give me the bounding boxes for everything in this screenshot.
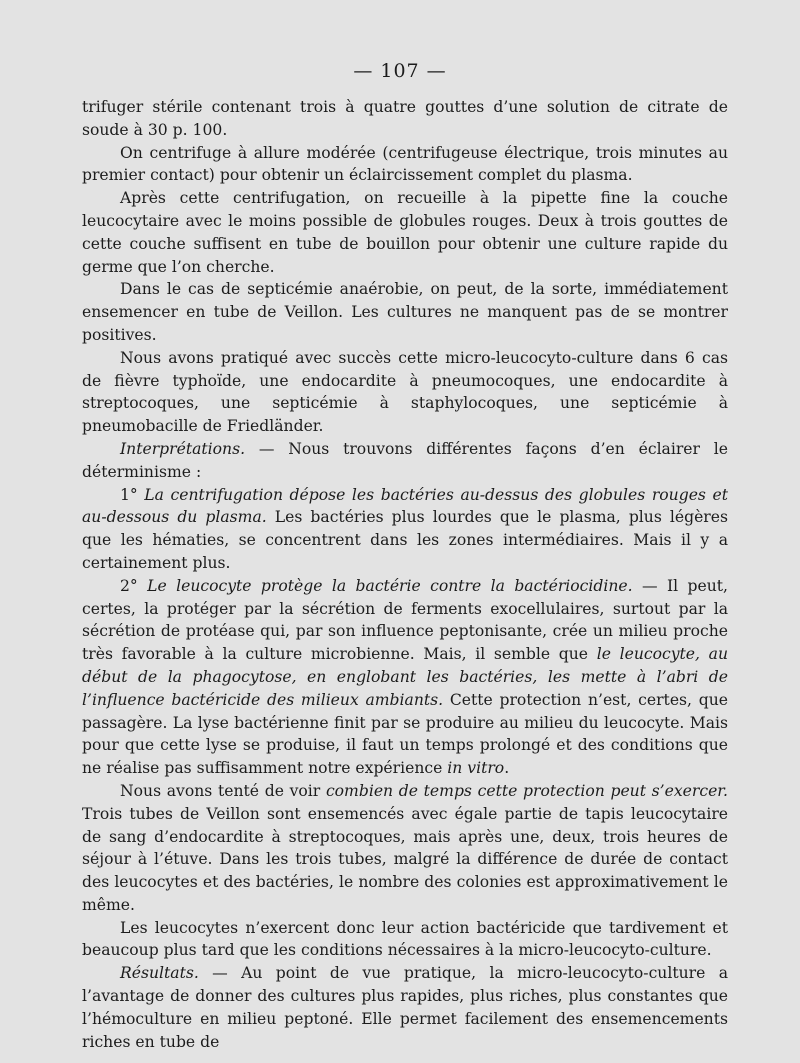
paragraph-interpretations: [82, 438, 728, 484]
heading-interpretations: Interprétations.: [120, 439, 246, 458]
paragraph-text: — Au point de vue pratique, la micro-leucocyto-culture a l’avantage de donner des cultures plus rapides, plus riches, plus constantes que l’hémoculture en milieu peptoné. Elle permet facilement des ensemencements riches en tube de: [82, 964, 728, 1051]
paragraph-text: — Il peut, certes, la protéger par la sécrétion de ferments exocellulaires, surtout par la sécrétion de protéase qui, par son influence peptonisante, crée un milieu proche très favorable à la culture microbienne. Mais, il semble que: [82, 576, 728, 664]
paragraph-protection: [82, 780, 728, 917]
paragraph-text: Les bactéries plus lourdes que le plasma, plus légères que les hématies, se concentrent dans les zones intermédiaires. Mais il y a certainement plus.: [82, 508, 728, 572]
paragraph-5: Nous avons pratiqué avec succès cette micro-leucocyto-culture dans 6 cas de fièvre typhoïde, une endocardite à pneumocoques, une endocardite à streptocoques, une septicémie à staphylocoques, une septicémie à pneumobacille de Friedländer.: [82, 348, 728, 436]
paragraph-1: trifuger stérile contenant trois à quatre gouttes d’une solution de citrate de soude à 30 p. 100.: [82, 98, 728, 139]
paragraph-text: .: [504, 759, 510, 778]
point-number: 2°: [120, 576, 148, 595]
paragraph-resultats: [82, 962, 728, 1053]
paragraph-leucocytes: Les leucocytes n’exercent donc leur action bactéricide que tardivement et beaucoup plus tard que les conditions nécessaires à la micro-leucocyto-culture.: [82, 918, 728, 960]
paragraph-text: Cette protection n’est, certes, que passagère. La lyse bactérienne finit par se produire au milieu du leucocyte. Mais pour que cette lyse se produise, il faut un temps prolongé et des conditions que ne réalise pas suffisamment notre expérience: [82, 690, 728, 778]
paragraph-point-2: [82, 575, 728, 780]
heading-resultats: Résultats.: [120, 964, 199, 983]
page-number: — 107 —: [353, 60, 447, 82]
paragraph-2: On centrifuge à allure modérée (centrifugeuse électrique, trois minutes au premier contact) pour obtenir un éclaircissement complet du plasma.: [82, 143, 728, 185]
body-text: [82, 96, 728, 1053]
paragraph-4: Dans le cas de septicémie anaérobie, on peut, de la sorte, immédiatement ensemencer en tube de Veillon. Les cultures ne manquent pas de se montrer positives.: [82, 280, 728, 344]
emphasized-text: in vitro: [447, 759, 505, 778]
emphasized-text: combien de temps cette protection peut s’exercer.: [325, 781, 728, 800]
paragraph-3: Après cette centrifugation, on recueille à la pipette fine la couche leucocytaire avec le moins possible de globules rouges. Deux à trois gouttes de cette couche suffisent en tube de bouillon pour obtenir une culture rapide du germe que l’on cherche.: [82, 189, 728, 276]
point-title: Le leucocyte protège la bactérie contre la bactériocidine.: [147, 576, 633, 595]
paragraph-lead: Nous avons tenté de voir: [120, 781, 326, 800]
paragraph-point-1: [82, 484, 728, 575]
paragraph-text: — Nous trouvons différentes façons d’en éclairer le déterminisme :: [82, 439, 728, 481]
emphasized-text: le leucocyte, au début de la phagocytose, en englobant les bactéries, les mette à l’abri de l’influence bactéricide des milieux ambiants.: [82, 645, 728, 709]
point-title: La centrifugation dépose les bactéries au-dessus des globules rouges et au-dessous du plasma.: [82, 485, 728, 527]
point-number: 1°: [120, 485, 145, 504]
paragraph-text: Trois tubes de Veillon sont ensemencés avec égale partie de tapis leucocytaire de sang d’endocardite à streptocoques, mais après une, deux, trois heures de séjour à l’étuve. Dans les trois tubes, malgré la différence de durée de contact des leucocytes et des bactéries, le nombre des colonies est approximativement le même.: [82, 804, 728, 914]
